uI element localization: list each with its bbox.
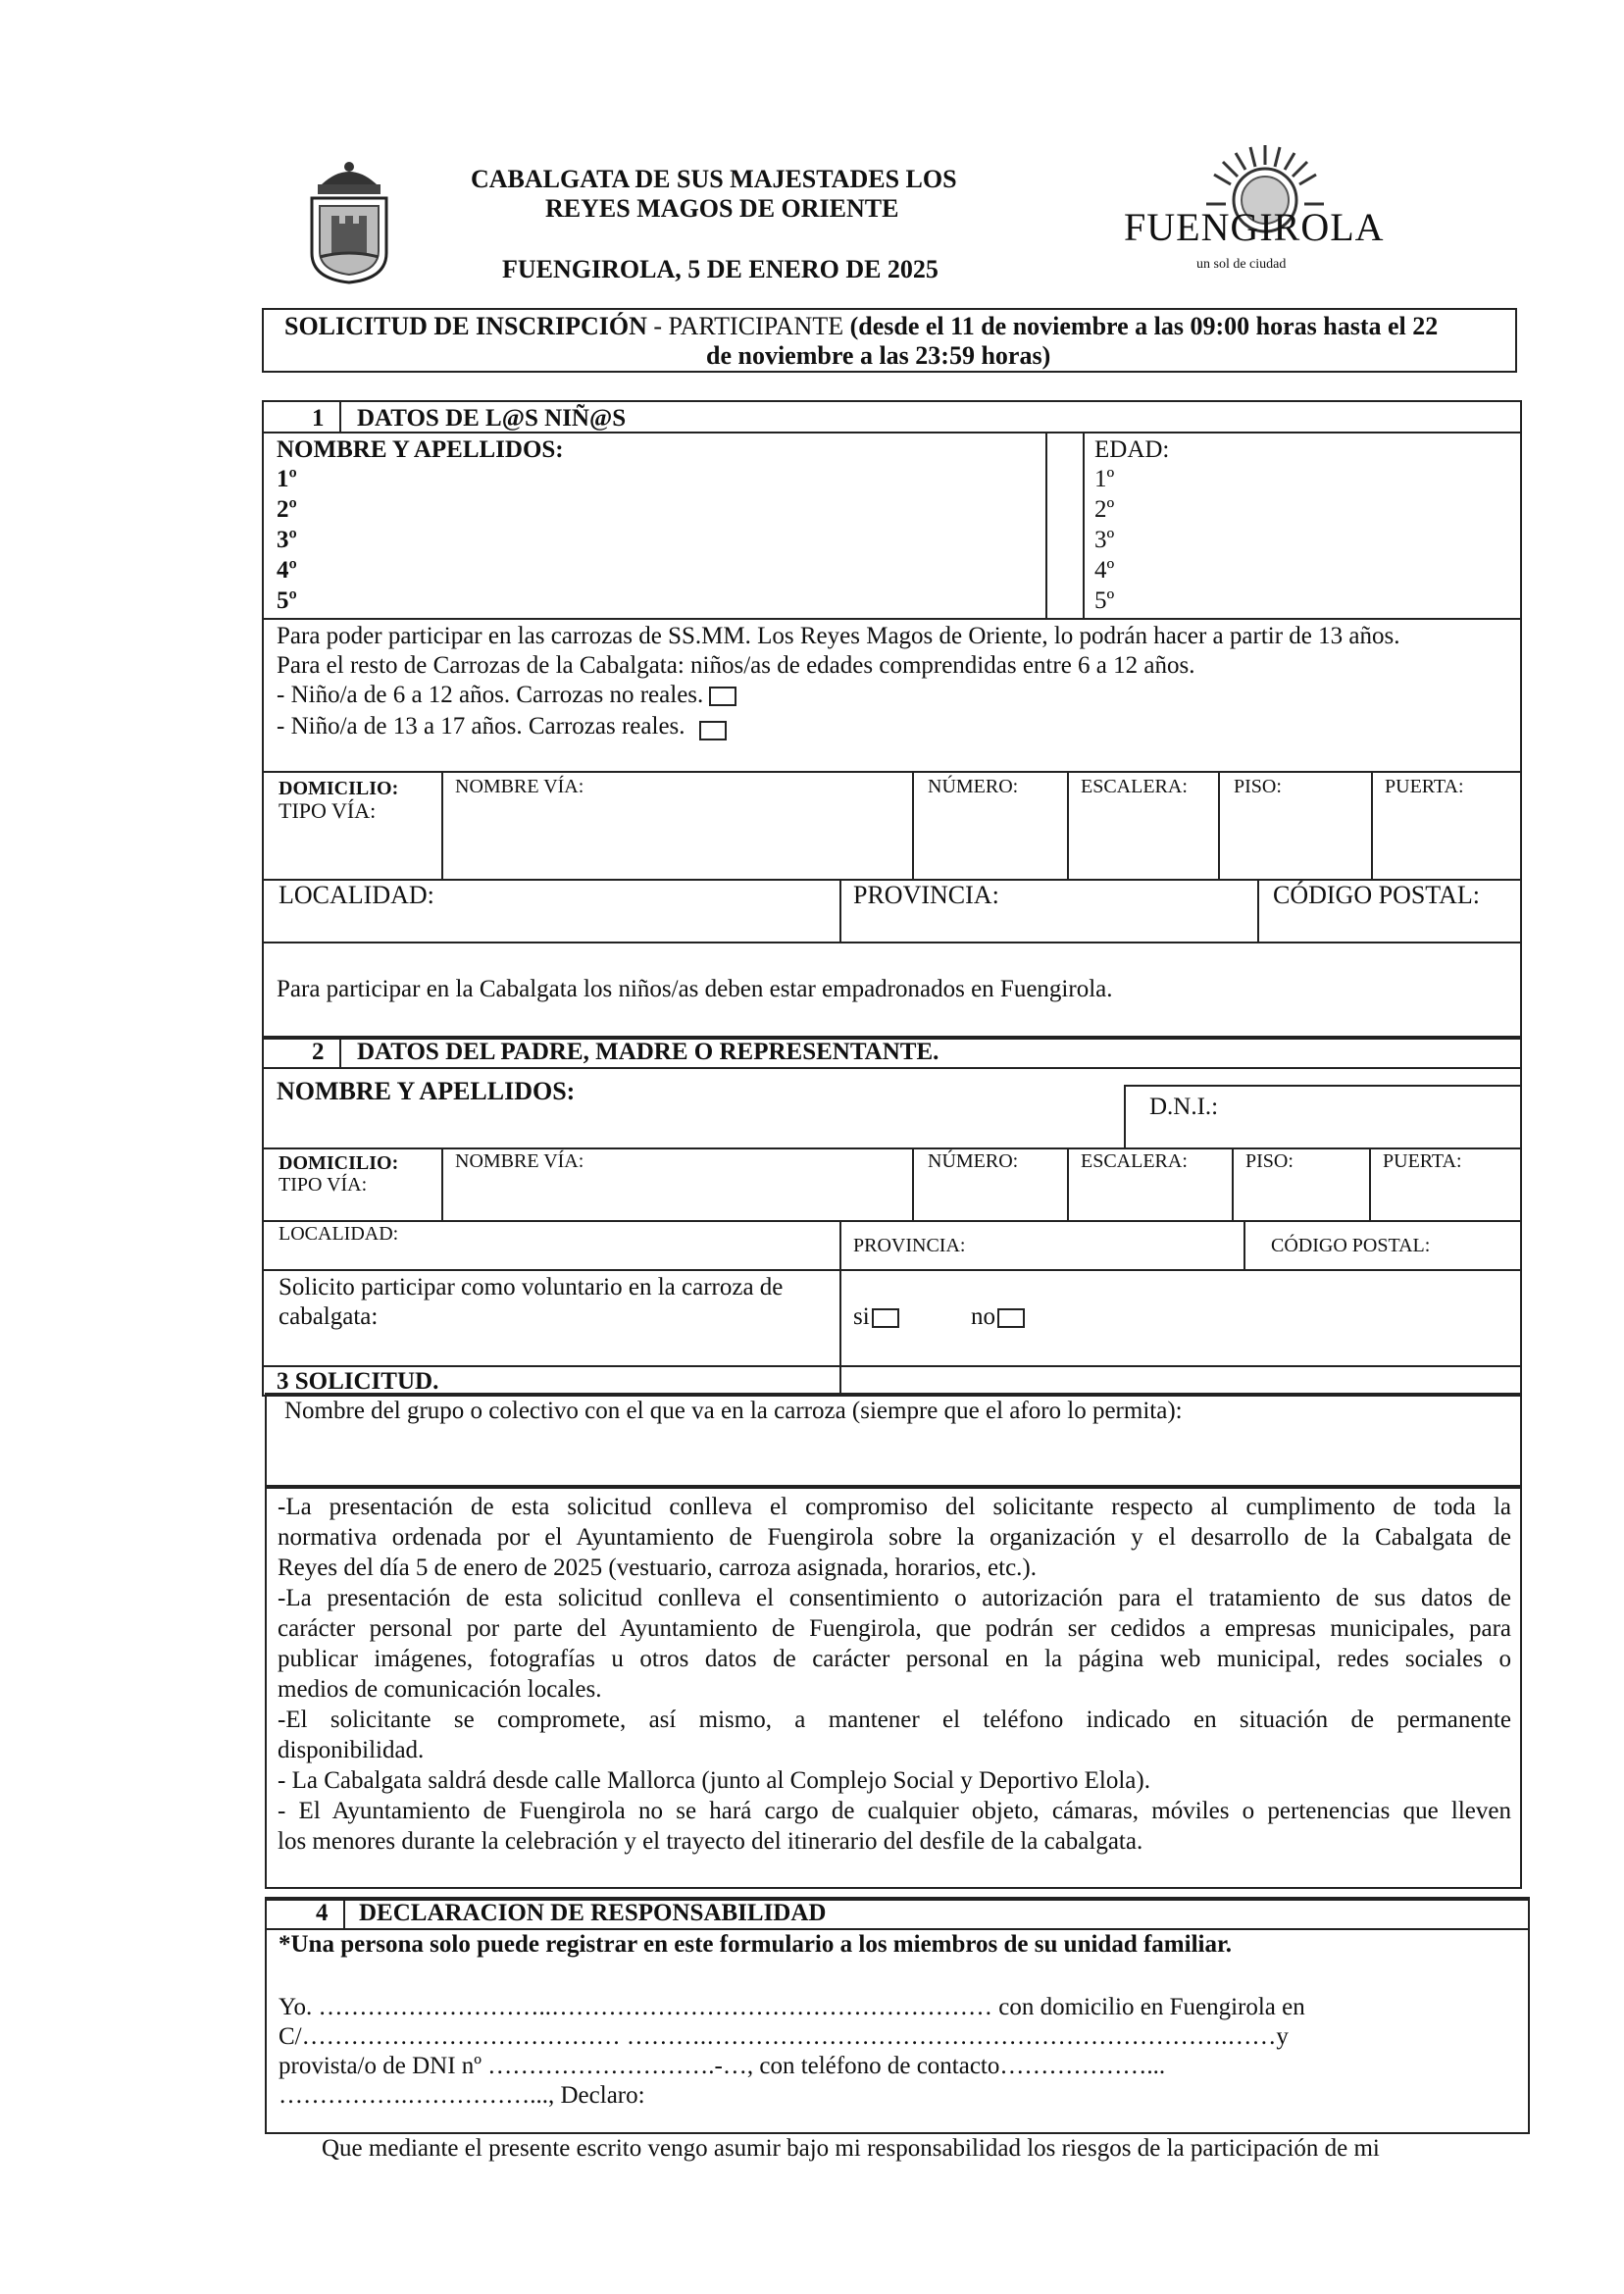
parent-escalera-label: ESCALERA: <box>1081 1150 1188 1172</box>
terms-line-9: disponibilidad. <box>278 1737 425 1763</box>
parent-piso-label: PISO: <box>1245 1150 1294 1172</box>
declaracion-line-2: C/………………………………… ……….……………………………………………………….……y <box>279 2023 1289 2050</box>
parent-numero-label: NÚMERO: <box>928 1150 1019 1172</box>
solicitud-line1 <box>284 312 1438 341</box>
declaracion-line-3: provista/o de DNI nº ……………………….-…, con teléfono de contacto………………... <box>279 2053 1166 2079</box>
section4-notice: *Una persona solo puede registrar en este formulario a los miembros de su unidad familiar. <box>279 1931 1233 1958</box>
parent-dni-label: D.N.I.: <box>1149 1094 1219 1120</box>
solicitud-period-1: (desde el 11 de noviembre a las 09:00 horas hasta el 22 <box>843 312 1439 340</box>
section1-number: 1 <box>312 405 325 432</box>
voluntario-line-1: Solicito participar como voluntario en la carroza de <box>279 1274 784 1300</box>
child-row-1: 1º <box>277 466 297 492</box>
option-13-17-label: - Niño/a de 13 a 17 años. Carrozas reales. <box>277 713 685 739</box>
terms-line-5: carácter personal por parte del Ayuntamiento de Fuengirola, que podrán ser cedidos a empresas municipales, para <box>278 1615 1511 1642</box>
header-title-line2: REYES MAGOS DE ORIENTE <box>545 194 899 223</box>
child-piso-label: PISO: <box>1234 776 1282 797</box>
age-row-3: 3º <box>1094 527 1115 553</box>
carrozas-note-2: Para el resto de Carrozas de la Cabalgata: niños/as de edades comprendidas entre 6 a 12 años. <box>277 652 1195 679</box>
solicitud-dash: - <box>646 312 669 340</box>
child-escalera-label: ESCALERA: <box>1081 776 1188 797</box>
option-13-17 <box>277 712 727 741</box>
terms-line-8: -El solicitante se compromete, así mismo, a mantener el teléfono indicado en situación de permanente <box>278 1707 1511 1733</box>
terms-text <box>278 1492 1511 1857</box>
child-row-5: 5º <box>277 587 297 614</box>
child-numero-label: NÚMERO: <box>928 776 1019 797</box>
child-row-2: 2º <box>277 496 297 523</box>
child-row-3: 3º <box>277 527 297 553</box>
parent-name-label: NOMBRE Y APELLIDOS: <box>277 1077 576 1105</box>
section2-title: DATOS DEL PADRE, MADRE O REPRESENTANTE. <box>357 1039 939 1065</box>
declaracion-line-4: …………….……………..., Declaro: <box>279 2082 645 2109</box>
age-row-2: 2º <box>1094 496 1115 523</box>
voluntario-no-label: no <box>971 1303 995 1330</box>
voluntario-si <box>853 1302 899 1332</box>
empadronados-note: Para participar en la Cabalgata los niños/as deben estar empadronados en Fuengirola. <box>277 976 1113 1002</box>
parent-nombre-via-label: NOMBRE VÍA: <box>455 1150 584 1172</box>
child-localidad-label: LOCALIDAD: <box>279 881 434 909</box>
age-row-5: 5º <box>1094 587 1115 614</box>
terms-line-10: - La Cabalgata saldrá desde calle Mallorca (junto al Complejo Social y Deportivo Elola). <box>278 1767 1150 1794</box>
solicitud-participante: PARTICIPANTE <box>668 312 844 340</box>
carrozas-note-1: Para poder participar en las carrozas de SS.MM. Los Reyes Magos de Oriente, lo podrán hacer a partir de 13 años. <box>277 623 1400 649</box>
terms-line-2: normativa ordenada por el Ayuntamiento de Fuengirola sobre la organización y el desarrollo de la Cabalgata de <box>278 1524 1511 1551</box>
parent-provincia-label: PROVINCIA: <box>853 1235 966 1256</box>
children-name-label: NOMBRE Y APELLIDOS: <box>277 436 564 463</box>
terms-line-6: publicar imágenes, fotografías u otros datos de carácter personal en la página web municipal, redes sociales o <box>278 1646 1511 1672</box>
solicitud-period-2: de noviembre a las 23:59 horas) <box>706 341 1051 370</box>
header-title-line1: CABALGATA DE SUS MAJESTADES LOS <box>471 165 957 193</box>
section2-number: 2 <box>312 1039 325 1065</box>
option-6-12-label: - Niño/a de 6 a 12 años. Carrozas no reales. <box>277 682 704 708</box>
grupo-label: Nombre del grupo o colectivo con el que va en la carroza (siempre que el aforo lo permita): <box>284 1398 1183 1424</box>
terms-line-12: los menores durante la celebración y el trayecto del itinerario del desfile de la cabalgata. <box>278 1828 1143 1855</box>
fuengirola-logo <box>1118 135 1393 282</box>
age-row-4: 4º <box>1094 557 1115 584</box>
age-row-1: 1º <box>1094 466 1115 492</box>
declaracion-line-1: Yo. ………………………..……………………………………………… con domicilio en Fuengirola en <box>279 1994 1305 2020</box>
section4-number: 4 <box>316 1900 329 1926</box>
parent-puerta-label: PUERTA: <box>1383 1150 1462 1172</box>
section4-title: DECLARACION DE RESPONSABILIDAD <box>359 1900 827 1926</box>
child-nombre-via-label: NOMBRE VÍA: <box>455 776 584 797</box>
checkbox-voluntario-no[interactable] <box>997 1308 1025 1328</box>
solicitud-label: SOLICITUD DE INSCRIPCIÓN <box>284 312 647 340</box>
checkbox-voluntario-si[interactable] <box>872 1308 899 1328</box>
child-codigo-postal-label: CÓDIGO POSTAL: <box>1273 881 1480 909</box>
terms-line-11: - El Ayuntamiento de Fuengirola no se hará cargo de cualquier objeto, cámaras, móviles o pertenencias que lleven <box>278 1798 1511 1824</box>
child-tipo-via-label: TIPO VÍA: <box>279 798 377 823</box>
parent-tipo-via-label: TIPO VÍA: <box>279 1174 368 1196</box>
parent-codigo-postal-label: CÓDIGO POSTAL: <box>1271 1235 1431 1256</box>
voluntario-no <box>971 1302 1025 1332</box>
parent-localidad-label: LOCALIDAD: <box>279 1223 399 1245</box>
checkbox-6-12[interactable] <box>709 687 736 706</box>
child-provincia-label: PROVINCIA: <box>853 881 999 909</box>
terms-line-7: medios de comunicación locales. <box>278 1676 602 1703</box>
logo-wordmark: FUENGIROLA <box>1124 205 1385 249</box>
parent-domicilio-label: DOMICILIO: <box>279 1152 399 1174</box>
logo-tagline: un sol de ciudad <box>1196 257 1287 272</box>
section3-title: 3 SOLICITUD. <box>277 1368 439 1395</box>
option-6-12 <box>277 681 736 710</box>
checkbox-13-17[interactable] <box>699 721 727 740</box>
section1-title: DATOS DE L@S NIÑ@S <box>357 405 627 432</box>
child-domicilio-label: DOMICILIO: <box>279 778 399 799</box>
header-date: FUENGIROLA, 5 DE ENERO DE 2025 <box>502 255 939 283</box>
terms-line-4: -La presentación de esta solicitud conlleva el consentimiento o autorización para el tratamiento de sus datos de <box>278 1585 1511 1611</box>
voluntario-line-2: cabalgata: <box>279 1303 379 1330</box>
terms-line-3: Reyes del día 5 de enero de 2025 (vestuario, carroza asignada, horarios, etc.). <box>278 1555 1037 1581</box>
voluntario-si-label: si <box>853 1303 870 1330</box>
child-puerta-label: PUERTA: <box>1385 776 1464 797</box>
children-age-label: EDAD: <box>1094 436 1170 463</box>
declaracion-line-5: Que mediante el presente escrito vengo asumir bajo mi responsabilidad los riesgos de la participación de mi <box>322 2135 1380 2162</box>
terms-line-1: -La presentación de esta solicitud conlleva el compromiso del solicitante respecto al cumplimento de toda la <box>278 1494 1511 1520</box>
child-row-4: 4º <box>277 557 297 584</box>
town-coat-of-arms <box>304 155 394 284</box>
